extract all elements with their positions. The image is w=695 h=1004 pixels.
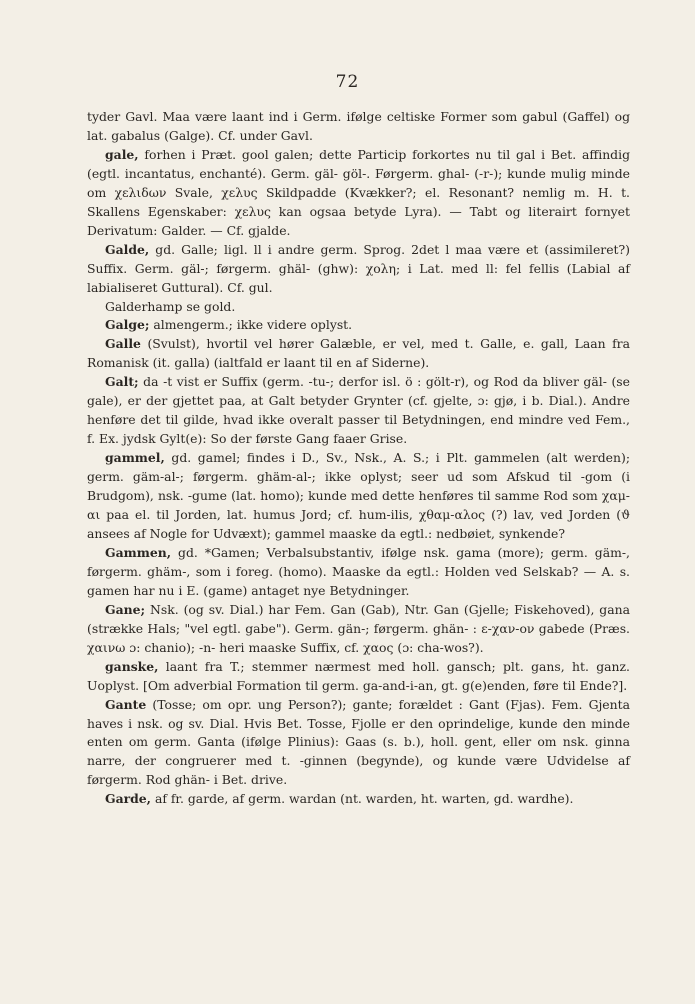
entry-text: af fr. garde, af germ. wardan (nt. warden, ht. warten, gd. wardhe). [151, 791, 574, 807]
entry-paragraph [87, 601, 630, 658]
entry-headword: Galle [105, 336, 141, 352]
entry-text: Galderhamp se gold. [105, 298, 236, 314]
entry-paragraph [87, 241, 630, 298]
entry-paragraph [87, 335, 630, 373]
entry-paragraph [87, 298, 630, 317]
entry-paragraph [87, 108, 630, 146]
dictionary-text [87, 108, 630, 809]
entry-text: da -t vist er Suffix (germ. -tu-; derfor isl. ö : gölt-r), og Rod da bliver gäl- (se gale), er der gjettet paa, at Galt betyder Grynter (cf. gjelte, ɔ: gjø, i b. Dial.). Andre henføre det til gilde, hvad ikke overalt passer til Betydningen, end mindre ved Fem., f. Ex. jydsk Gylt(e): So der første Gang faaer Grise. [87, 374, 630, 447]
entry-headword: Galde, [105, 241, 150, 257]
entry-text: almengerm.; ikke videre oplyst. [149, 317, 353, 333]
entry-paragraph [87, 373, 630, 449]
entry-headword: ganske, [105, 658, 159, 674]
entry-text: (Svulst), hvortil vel hører Galæble, er vel, med t. Galle, e. gall, Laan fra Romanisk (it. galla) (ialtfald er laant til en af Siderne). [87, 336, 630, 371]
entry-headword: gammel, [105, 450, 165, 466]
entry-paragraph [87, 696, 630, 791]
entry-paragraph [87, 790, 630, 809]
entry-text: tyder Gavl. Maa være laant ind i Germ. ifølge celtiske Former som gabul (Gaffel) og lat. gabalus (Galge). Cf. under Gavl. [87, 109, 630, 143]
entry-paragraph [87, 316, 630, 335]
entry-paragraph [87, 658, 630, 696]
entry-headword: Gammen, [105, 544, 172, 560]
entry-text: Nsk. (og sv. Dial.) har Fem. Gan (Gab), Ntr. Gan (Gjelle; Fiskehoved), gana (strække Hals; "vel egtl. gabe"). Germ. gän-; førgerm. ghän- : ε-χαν-ον gabede (Præs. χαινω ɔ: chanio); -n- heri maaske Suffix, cf. χαος (ɔ: cha-wos?). [87, 601, 630, 655]
entry-headword: Galge; [105, 317, 150, 333]
entry-text: gd. gamel; findes i D., Sv., Nsk., A. S.; i Plt. gammelen (alt werden); germ. gäm-al-; førgerm. ghäm-al-; ikke oplyst; seer ud som Afskud til -gom (i Brudgom), nsk. -gume (lat. homo); kunde med dette henføres til samme Rod som χαμ-αι paa el. til Jorden, lat. humus Jord; cf. hum-ilis, χθαμ-αλος (?) lav, ved Jorden (ϑ ansees af Nogle for Udvæxt); gammel maaske da egtl.: nedbøiet, synkende? [87, 450, 630, 541]
entry-headword: Garde, [105, 791, 151, 807]
entry-paragraph [87, 544, 630, 601]
entry-text: gd. Galle; ligl. ll i andre germ. Sprog. 2det l maa være et (assimileret?) Suffix. Germ. gäl-; førgerm. ghäl- (ghw): χολη; i Lat. med ll: fel fellis (Labial af labialiseret Guttural). Cf. gul. [87, 241, 630, 295]
entry-headword: Galt; [105, 374, 139, 390]
page-number: 72 [335, 72, 360, 92]
entry-text: forhen i Præt. gool galen; dette Particip forkortes nu til gal i Bet. affindig (egtl. incantatus, enchanté). Germ. gäl- göl-. Førgerm. ghal- (-r-); kunde mulig minde om χελιδων Svale, χελυς Skildpadde (Kvækker?; el. Resonant? nemlig m. H. t. Skallens Egenskaber: χελυς kan ogsaa betyde Lyra). — Tabt og literairt fornyet Derivatum: Galder. — Cf. gjalde. [87, 146, 630, 238]
entry-headword: Gane; [105, 601, 146, 617]
entry-text: laant fra T.; stemmer nærmest med holl. gansch; plt. gans, ht. ganz. Uoplyst. [Om adverbial Formation til germ. ga-and-i-an, gt. g(e)enden, føre til Ende?]. [87, 658, 630, 693]
entry-headword: Gante [105, 696, 147, 712]
entry-text: gd. *Gamen; Verbalsubstantiv, ifølge nsk. gama (more); germ. gäm-, førgerm. ghäm-, som i foreg. (homo). Maaske da egtl.: Holden ved Selskab? — A. s. gamen har nu i E. (game) antaget nye Betydninger. [87, 544, 630, 598]
entry-headword: gale, [105, 146, 139, 162]
entry-text: (Tosse; om opr. ung Person?); gante; forældet : Gant (Fjas). Fem. Gjenta haves i nsk. og sv. Dial. Hvis Bet. Tosse, Fjolle er den oprindelige, kunde den minde enten om germ. Ganta (ifølge Plinius): Gaas (s. b.), holl. gent, eller om nsk. ginna narre, der congruerer med t. -ginnen (begynde), og kunde være Udvidelse af førgerm. Rod ghän- i Bet. drive. [87, 696, 630, 788]
entry-paragraph [87, 146, 630, 241]
entry-paragraph [87, 449, 630, 544]
